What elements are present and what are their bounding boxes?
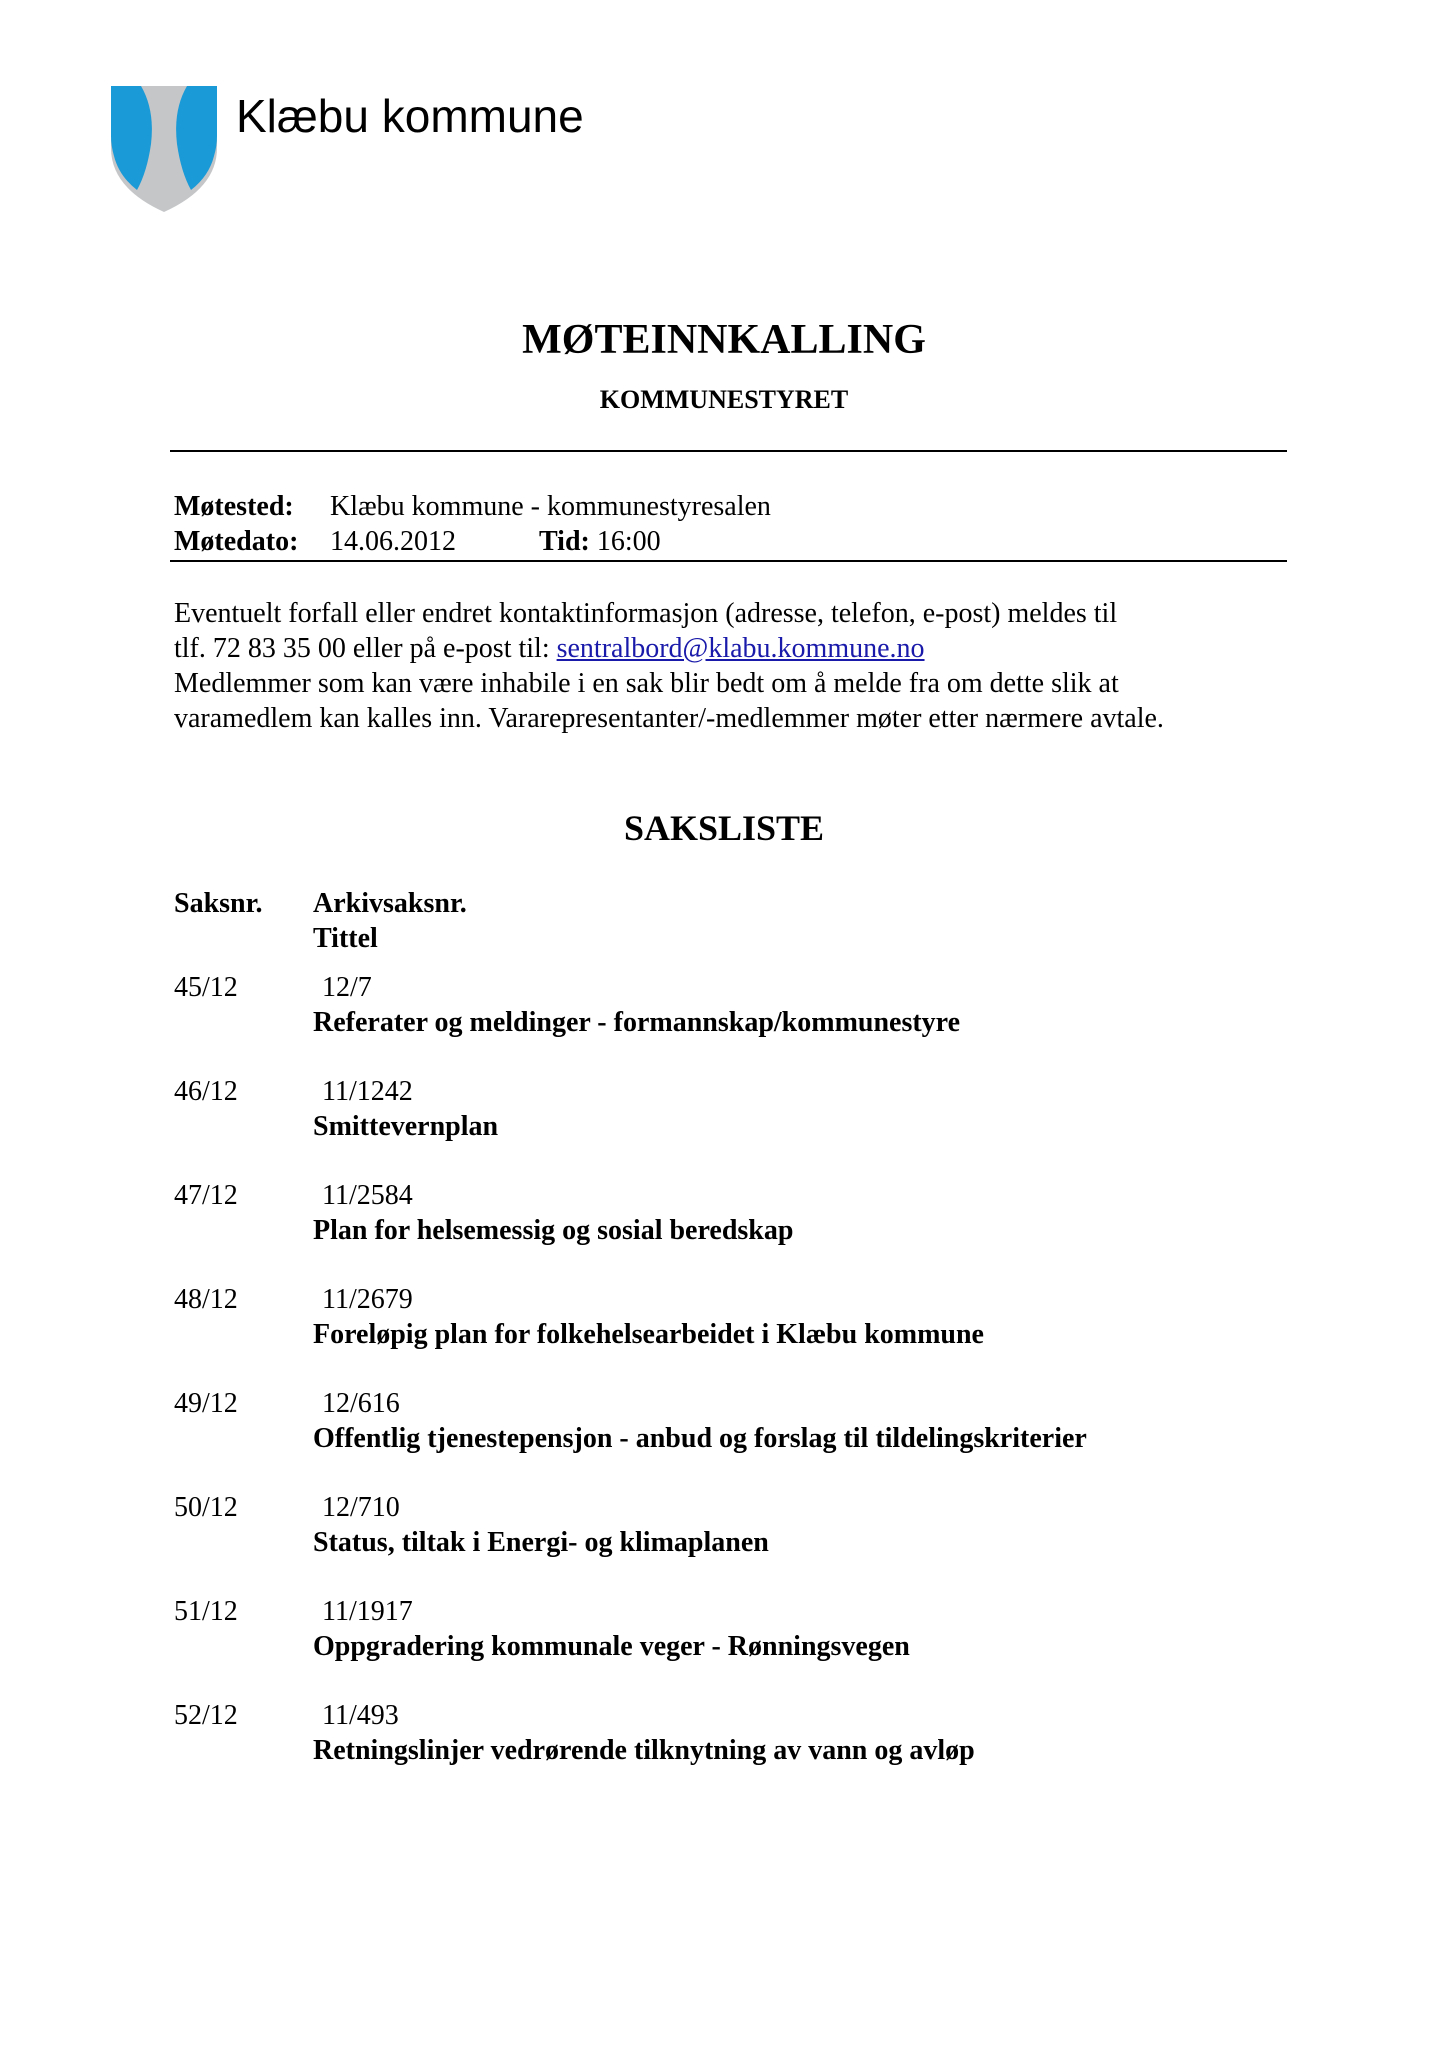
case-number: 47/12 (174, 1180, 238, 1211)
case-title: Smittevernplan (313, 1111, 499, 1142)
list-item (0, 1282, 1448, 1386)
klaebu-coat-of-arms-icon (111, 86, 217, 212)
column-header-tittel: Tittel (313, 923, 378, 954)
list-item (0, 1178, 1448, 1282)
column-header-arkivsaksnr: Arkivsaksnr. (313, 888, 467, 919)
notice-line-3: Medlemmer som kan være inhabile i en sak blir bedt om å melde fra om dette slik at (174, 668, 1119, 699)
meeting-place-row (174, 489, 771, 525)
archive-number: 12/710 (322, 1492, 400, 1523)
case-number: 51/12 (174, 1596, 238, 1627)
document-subtitle: KOMMUNESTYRET (599, 385, 849, 414)
email-link[interactable]: sentralbord@klabu.kommune.no (556, 633, 925, 664)
case-number: 50/12 (174, 1492, 238, 1523)
archive-number: 12/616 (322, 1388, 400, 1419)
case-number: 45/12 (174, 972, 238, 1003)
case-title: Retningslinjer vedrørende tilknytning av vann og avløp (313, 1735, 975, 1766)
archive-number: 11/1917 (322, 1596, 413, 1627)
archive-number: 11/2584 (322, 1180, 413, 1211)
notice-phone-text: tlf. 72 83 35 00 eller på e-post til: (174, 633, 557, 664)
case-list (0, 970, 1448, 1802)
meeting-date-label: Møtedato: (174, 526, 299, 557)
case-title: Oppgradering kommunale veger - Rønningsvegen (313, 1631, 910, 1662)
case-title: Status, tiltak i Energi- og klimaplanen (313, 1527, 769, 1558)
meeting-date-row (174, 524, 661, 560)
case-title: Offentlig tjenestepensjon - anbud og forslag til tildelingskriterier (313, 1423, 1087, 1454)
meeting-place-value: Klæbu kommune - kommunestyresalen (330, 491, 771, 522)
saksliste-title: SAKSLISTE (623, 808, 825, 848)
list-item (0, 1698, 1448, 1802)
list-item (0, 1594, 1448, 1698)
archive-number: 11/2679 (322, 1284, 413, 1315)
archive-number: 11/1242 (322, 1076, 413, 1107)
meeting-time-value: 16:00 (596, 526, 661, 557)
case-title: Referater og meldinger - formannskap/kommunestyre (313, 1007, 961, 1038)
divider-top (170, 450, 1287, 452)
case-title: Foreløpig plan for folkehelsearbeidet i Klæbu kommune (313, 1319, 984, 1350)
meeting-time (539, 524, 661, 560)
archive-number: 11/493 (322, 1700, 399, 1731)
case-number: 48/12 (174, 1284, 238, 1315)
list-item (0, 1490, 1448, 1594)
meeting-time-label: Tid: (539, 526, 590, 557)
meeting-place-label: Møtested: (174, 491, 294, 522)
document-title: MØTEINNKALLING (522, 317, 926, 363)
notice-line-4: varamedlem kan kalles inn. Vararepresentanter/-medlemmer møter etter nærmere avtale. (174, 703, 1164, 734)
notice-line-2 (174, 631, 1294, 666)
divider-bottom (170, 560, 1287, 562)
archive-number: 12/7 (322, 972, 372, 1003)
case-number: 52/12 (174, 1700, 238, 1731)
column-header-saksnr: Saksnr. (174, 888, 263, 919)
notice-paragraph (174, 596, 1294, 736)
case-number: 49/12 (174, 1388, 238, 1419)
case-title: Plan for helsemessig og sosial beredskap (313, 1215, 794, 1246)
meeting-date-value: 14.06.2012 (330, 526, 456, 557)
case-number: 46/12 (174, 1076, 238, 1107)
notice-line-1: Eventuelt forfall eller endret kontaktinformasjon (adresse, telefon, e-post) meldes til (174, 598, 1118, 629)
list-item (0, 970, 1448, 1074)
list-item (0, 1074, 1448, 1178)
municipality-name: Klæbu kommune (236, 90, 584, 142)
list-item (0, 1386, 1448, 1490)
